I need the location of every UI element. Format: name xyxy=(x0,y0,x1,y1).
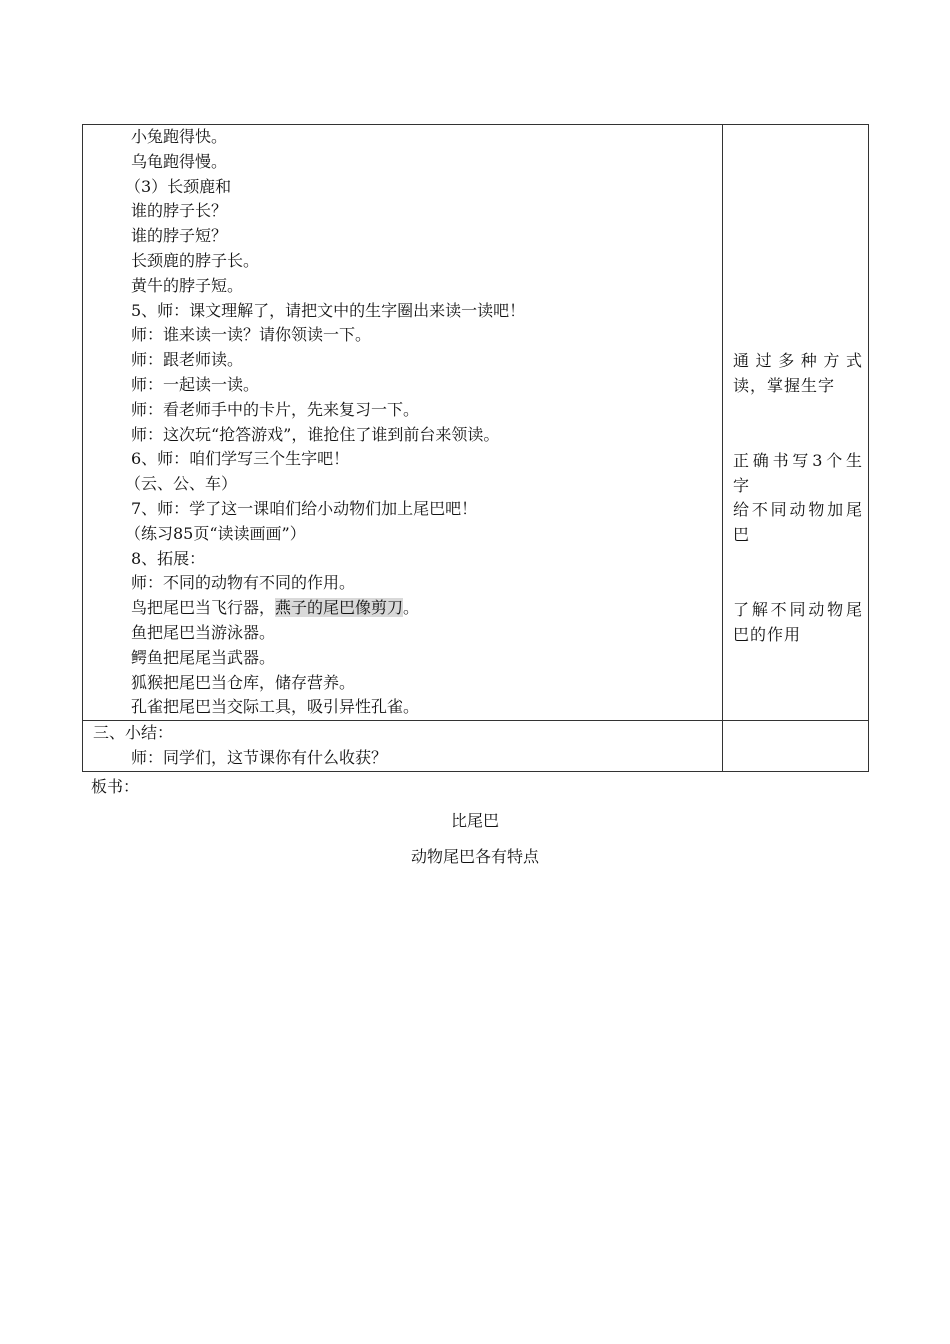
text-line: （3）长颈鹿和 xyxy=(125,176,232,196)
lesson-plan-table xyxy=(82,124,869,772)
bird-line-suffix: 。 xyxy=(403,598,420,618)
text-line: （练习85页“读读画画”） xyxy=(125,523,306,543)
note-function: 了解不同动物尾巴的作用 xyxy=(733,600,863,644)
text-line: 谁的脖子短？ xyxy=(131,226,228,246)
text-line: 5、师：课文理解了，请把文中的生字圈出来读一读吧！ xyxy=(131,300,526,320)
table-row xyxy=(83,125,869,721)
highlighted-text: 燕子的尾巴像剪刀 xyxy=(275,598,404,618)
text-line: 6、师：咱们学写三个生字吧！ xyxy=(131,449,350,469)
text-line: 师：这次玩“抢答游戏”，谁抢住了谁到前台来领读。 xyxy=(131,424,500,444)
text-line: （云、公、车） xyxy=(125,474,238,494)
text-line: 8、拓展： xyxy=(131,548,206,568)
design-intent-cell xyxy=(723,125,869,721)
text-line: 师：看老师手中的卡片，先来复习一下。 xyxy=(131,399,420,419)
text-line: 鳄鱼把尾尾当武器。 xyxy=(131,647,276,667)
text-line: 7、师：学了这一课咱们给小动物们加上尾巴吧！ xyxy=(131,498,478,518)
note-tail: 给不同动物加尾巴 xyxy=(733,500,863,544)
text-line: 长颈鹿的脖子长。 xyxy=(131,250,260,270)
teaching-process-cell xyxy=(83,125,723,721)
bird-tail-line xyxy=(83,596,722,621)
blackboard-label: 板书： xyxy=(91,777,140,796)
text-line: 小兔跑得快。 xyxy=(131,127,228,146)
text-line: 谁的脖子长？ xyxy=(131,201,228,221)
text-line: 黄牛的脖子短。 xyxy=(131,275,244,295)
text-line: 狐猴把尾巴当仓库，储存营养。 xyxy=(131,672,356,692)
blackboard-title: 比尾巴 xyxy=(450,811,499,830)
summary-question: 师：同学们，这节课你有什么收获？ xyxy=(131,747,388,767)
blackboard-subtitle: 动物尾巴各有特点 xyxy=(410,847,539,866)
text-line: 师：一起读一读。 xyxy=(131,374,260,394)
summary-note-cell xyxy=(723,721,869,772)
summary-heading: 三、小结： xyxy=(93,723,174,743)
text-line: 孔雀把尾巴当交际工具，吸引异性孔雀。 xyxy=(131,697,420,717)
table-row xyxy=(83,721,869,772)
note-read: 通过多种方式读，掌握生字 xyxy=(733,351,863,395)
text-line: 鱼把尾巴当游泳器。 xyxy=(131,622,276,642)
bird-line-prefix: 鸟把尾巴当飞行器， xyxy=(131,598,276,618)
summary-cell xyxy=(83,721,723,772)
note-write: 正确书写3个生字 xyxy=(733,451,863,495)
text-line: 师：谁来读一读？请你领读一下。 xyxy=(131,325,372,345)
text-line: 乌龟跑得慢。 xyxy=(131,151,228,171)
text-line: 师：不同的动物有不同的作用。 xyxy=(131,573,356,593)
text-line: 师：跟老师读。 xyxy=(131,350,244,370)
